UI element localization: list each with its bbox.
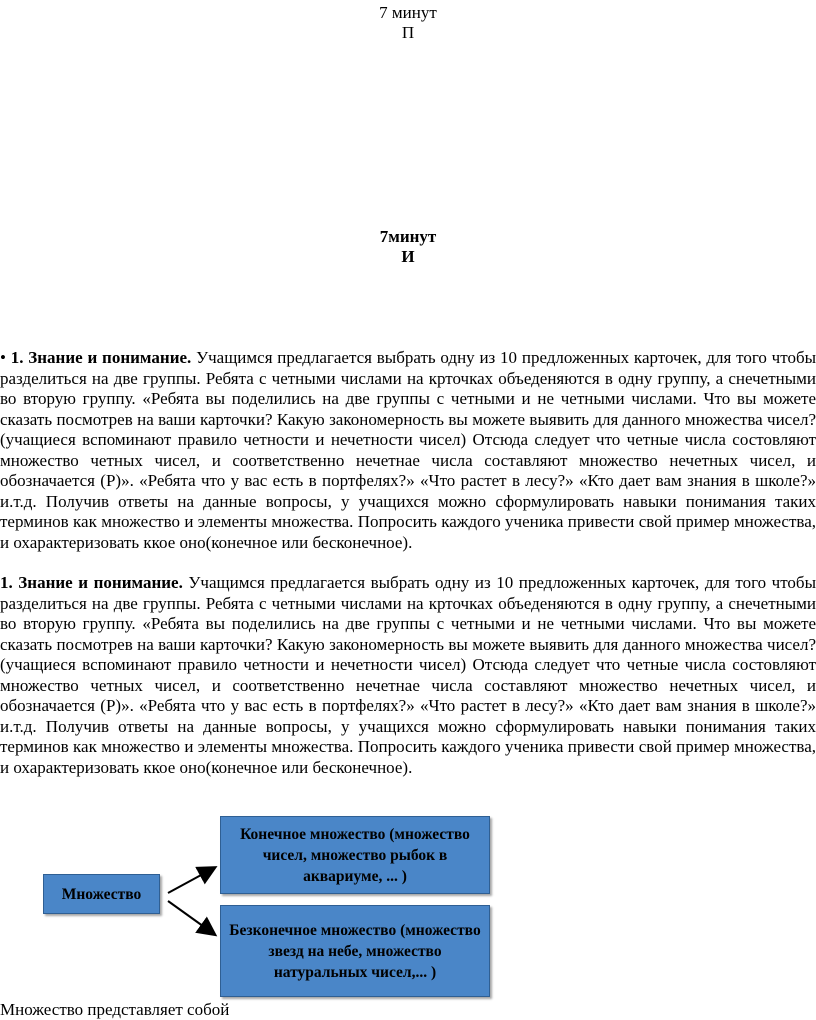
arrow-to-finite <box>168 868 214 893</box>
bullet: • <box>0 348 6 367</box>
paragraph-2-text: Учащимся предлагается выбрать одну из 10 предложенных карточек, для того чтобы разделиться на две группы. Ребята с четными числами на крточках объеденяются в одну группу, а снечетными во вторую группу. «Ребята вы поделились на две группы с четными и не четными числами. Что вы можете сказать посмотрев на ваши карточки? Какую закономерность вы можете выявить для данного множества чисел? (учащиеся вспоминают правило четности и нечетности чисел) Отсюда следует что четные числа состовляют множество четных чисел, и соответственно нечетнае числа составляют множество нечетных чисел, и обозначается (Р)». «Ребята что у вас есть в портфелях?» «Что растет в лесу?» «Кто дает вам знания в школе?» и.т.д. Получив ответы на данные вопросы, у учащихся можно сформулировать навыки понимания таких терминов как множество и элементы множества. Попросить каждого ученика привести свой пример множества, и охарактеризовать ккое оно(конечное или бесконечное). <box>0 573 816 777</box>
root-box <box>43 874 160 914</box>
paragraph-1-heading: 1. Знание и понимание. <box>10 348 192 367</box>
footer-text: Множество представляет собой <box>0 1000 230 1019</box>
mid-letter: И <box>401 247 415 266</box>
root-label: Множество <box>61 885 142 903</box>
paragraph-1-text: Учащимся предлагается выбрать одну из 10 предложенных карточек, для того чтобы разделиться на две группы. Ребята с четными числами на крточках объеденяются в одну группу, а снечетными во вторую группу. «Ребята вы поделились на две группы с четными и не четными числами. Что вы можете сказать посмотрев на ваши карточки? Какую закономерность вы можете выявить для данного множества чисел? (учащиеся вспоминают правило четности и нечетности чисел) Отсюда следует что четные числа состовляют множество четных чисел, и соответственно нечетнае числа составляют множество нечетных чисел, и обозначается (Р)». «Ребята что у вас есть в портфелях?» «Что растет в лесу?» «Кто дает вам знания в школе?» и.т.д. Получив ответы на данные вопросы, у учащихся можно сформулировать навыки понимания таких терминов как множество и элементы множества. Попросить каждого ученика привести свой пример множества, и охарактеризовать ккое оно(конечное или бесконечное). <box>0 348 816 552</box>
paragraph-2-heading: 1. Знание и понимание. <box>0 573 183 592</box>
mid-time: 7минут <box>379 227 437 246</box>
infinite-set-label: Безконечное множество (множество звезд на небе, множество натуральных чисел,... ) <box>229 921 481 981</box>
infinite-set-box <box>220 905 490 997</box>
finite-set-box <box>220 816 490 894</box>
top-letter: П <box>401 23 415 42</box>
finite-set-label: Конечное множество (множество чисел, множество рыбок в аквариуме, ... ) <box>240 825 470 885</box>
arrow-to-infinite <box>168 901 214 934</box>
top-time: 7 минут <box>379 3 437 22</box>
